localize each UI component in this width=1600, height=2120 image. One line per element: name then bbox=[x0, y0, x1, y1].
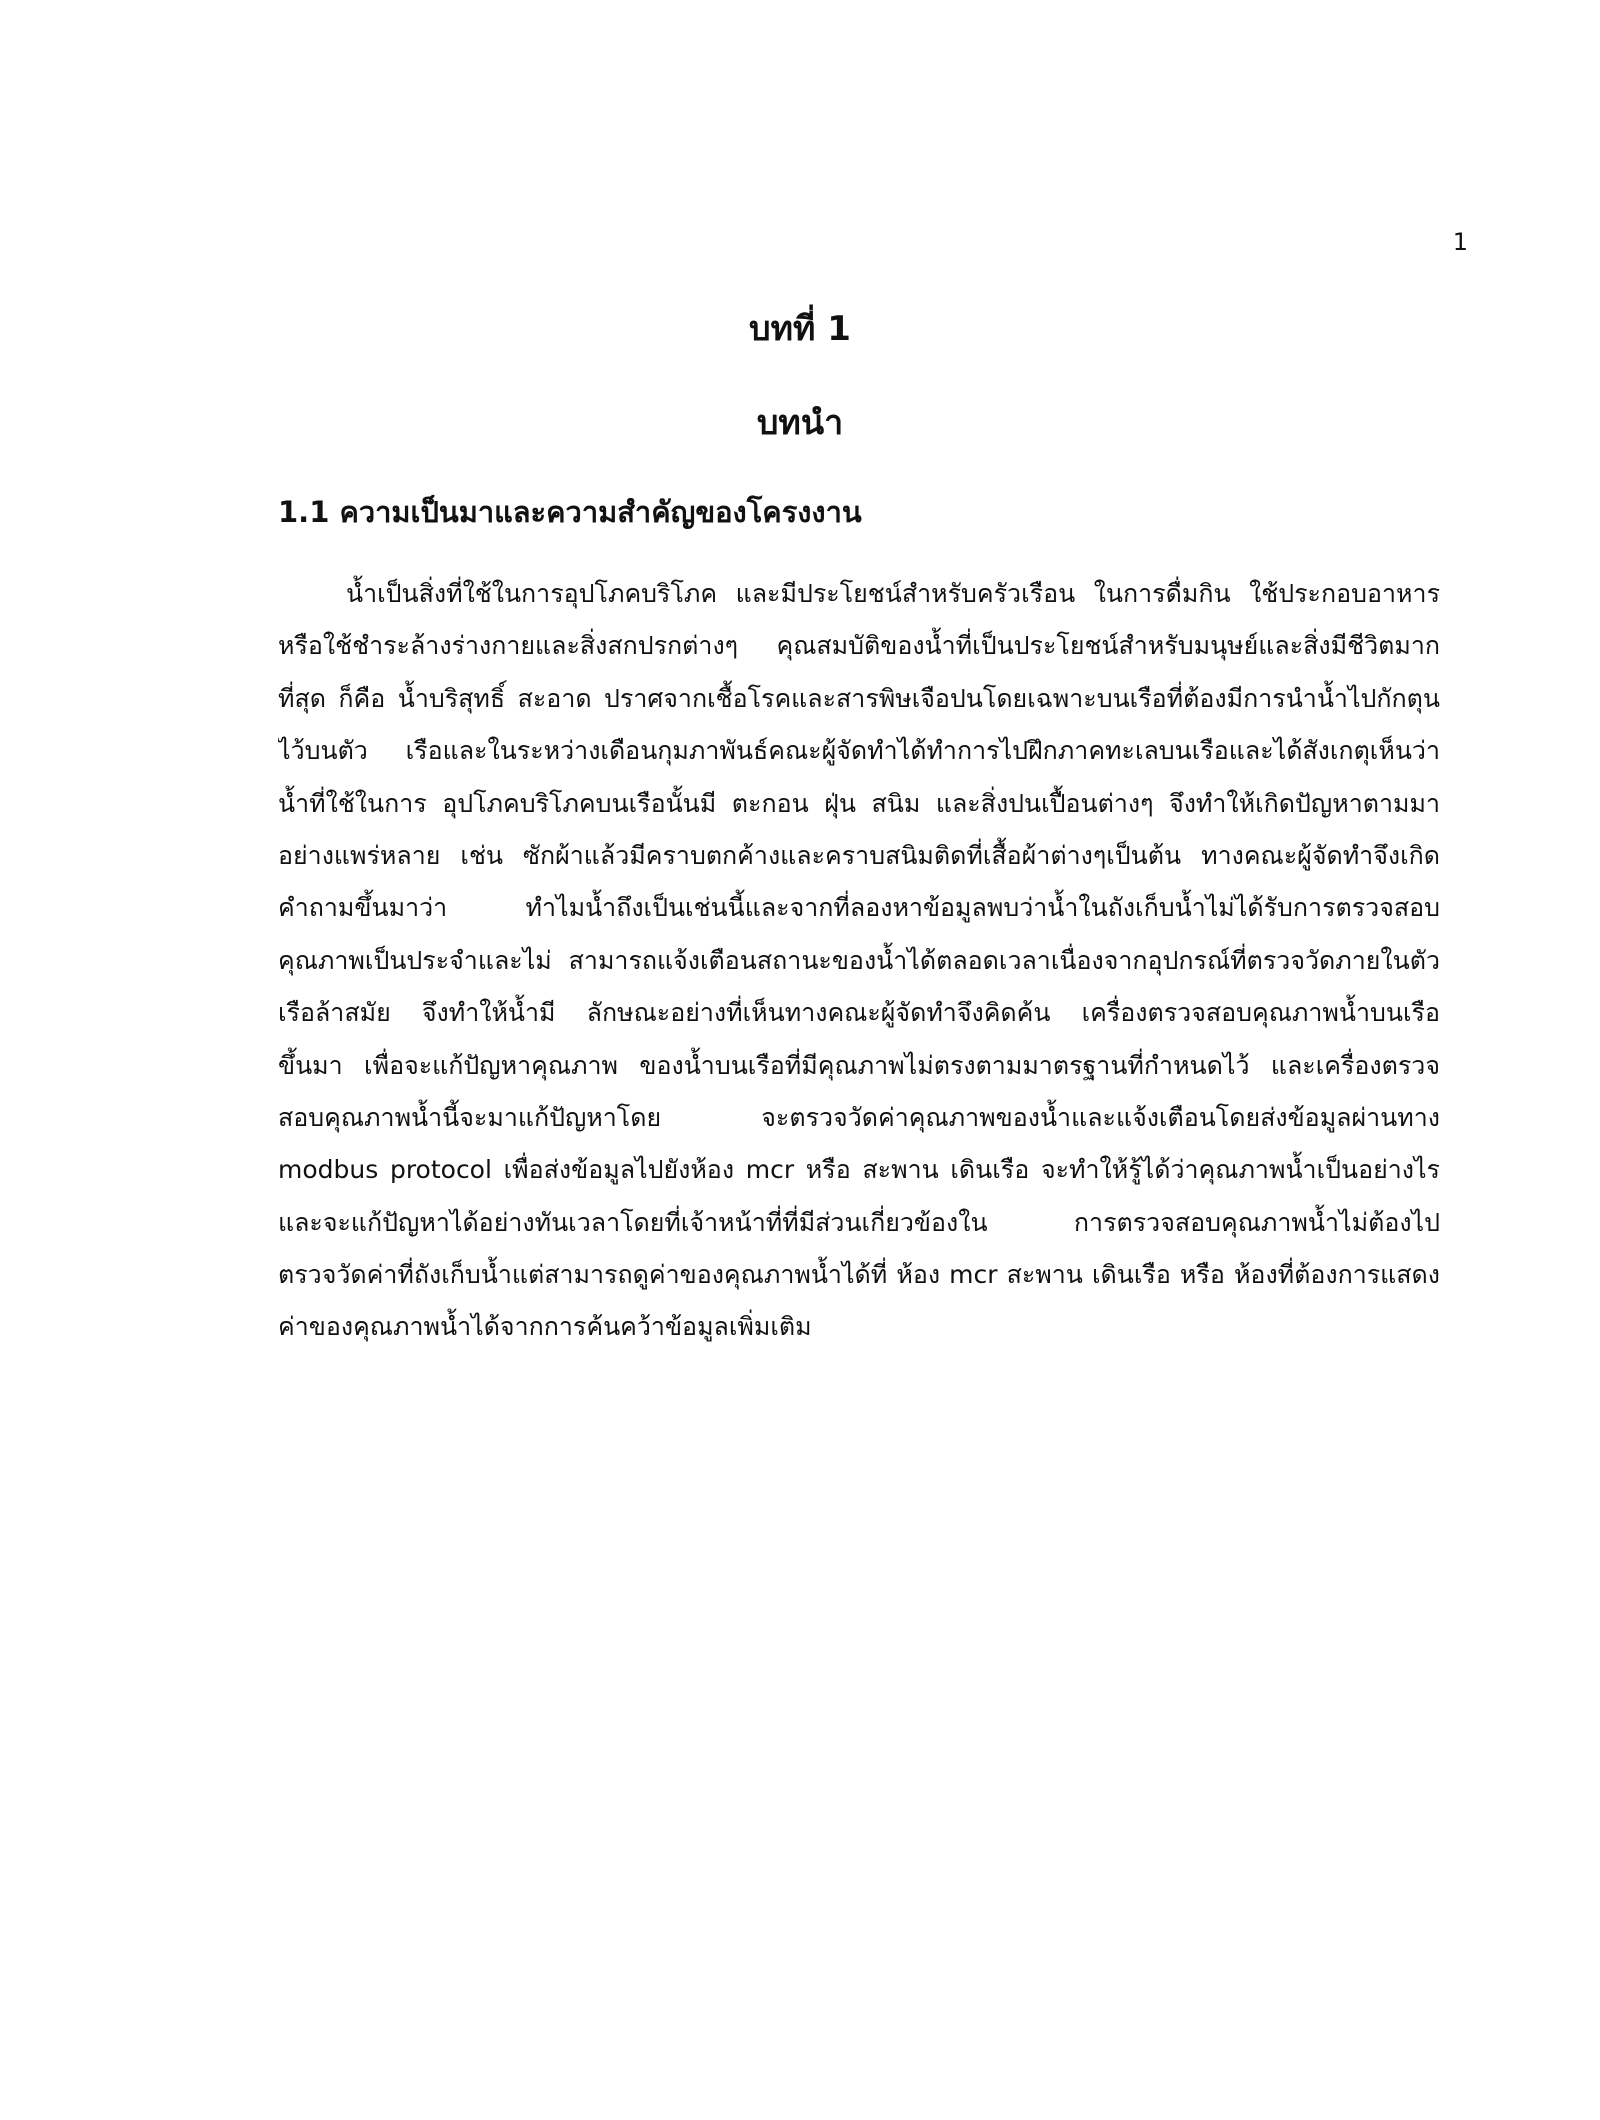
paragraph-line: ขึ้นมา เพื่อจะแก้ปัญหาคุณภาพ ของน้ำบนเรือที่มีคุณภาพไม่ตรงตามมาตรฐานที่กำหนดไว้ และเครื่องตรวจ bbox=[278, 1050, 1440, 1080]
chapter-title-heading: บทนำ bbox=[756, 403, 844, 443]
section-heading: 1.1 ความเป็นมาและความสำคัญของโครงงาน bbox=[278, 495, 862, 529]
paragraph-line: modbus protocol เพื่อส่งข้อมูลไปยังห้อง mcr หรือ สะพาน เดินเรือ จะทำให้รู้ได้ว่าคุณภาพน้ำเป็นอย่างไร bbox=[278, 1155, 1440, 1185]
paragraph-line: คุณภาพเป็นประจำและไม่ สามารถแจ้งเตือนสถานะของน้ำได้ตลอดเวลาเนื่องจากอุปกรณ์ที่ตรวจวัดภายในตัว bbox=[278, 945, 1440, 975]
paragraph-line: อย่างแพร่หลาย เช่น ซักผ้าแล้วมีคราบตกค้างและคราบสนิมติดที่เสื้อผ้าต่างๆเป็นต้น ทางคณะผู้จัดทำจึงเกิด bbox=[278, 840, 1440, 870]
paragraph-line: และจะแก้ปัญหาได้อย่างทันเวลาโดยที่เจ้าหน้าที่ที่มีส่วนเกี่ยวข้องใน การตรวจสอบคุณภาพน้ำไม่ต้องไป bbox=[278, 1207, 1440, 1237]
paragraph-line: น้ำที่ใช้ในการ อุปโภคบริโภคบนเรือนั้นมี ตะกอน ฝุ่น สนิม และสิ่งปนเปื้อนต่างๆ จึงทำให้เกิดปัญหาตามมา bbox=[278, 788, 1440, 818]
chapter-number-heading: บทที่ 1 bbox=[749, 309, 851, 349]
paragraph-line: ไว้บนตัว เรือและในระหว่างเดือนกุมภาพันธ์คณะผู้จัดทำได้ทำการไปฝึกภาคทะเลบนเรือและได้สังเกตุเห็นว่า bbox=[278, 736, 1440, 766]
paragraph-line: ตรวจวัดค่าที่ถังเก็บน้ำแต่สามารถดูค่าของคุณภาพน้ำได้ที่ ห้อง mcr สะพาน เดินเรือ หรือ ห้องที่ต้องการแสดง bbox=[278, 1260, 1440, 1290]
paragraph-line: ค่าของคุณภาพน้ำได้จากการค้นคว้าข้อมูลเพิ่มเติม bbox=[278, 1312, 812, 1342]
paragraph-line: สอบคุณภาพน้ำนี้จะมาแก้ปัญหาโดย จะตรวจวัดค่าคุณภาพของน้ำและแจ้งเตือนโดยส่งข้อมูลผ่านทาง bbox=[278, 1102, 1440, 1132]
paragraph-line: คำถามขึ้นมาว่า ทำไมน้ำถึงเป็นเช่นนี้และจากที่ลองหาข้อมูลพบว่าน้ำในถังเก็บน้ำไม่ได้รับการตรวจสอบ bbox=[278, 893, 1440, 923]
paragraph-line: ที่สุด ก็คือ น้ำบริสุทธิ์ สะอาด ปราศจากเชื้อโรคและสารพิษเจือปนโดยเฉพาะบนเรือที่ต้องมีการนำน้ำไปกักตุน bbox=[278, 683, 1440, 713]
paragraph-line: หรือใช้ชำระล้างร่างกายและสิ่งสกปรกต่างๆ คุณสมบัติของน้ำที่เป็นประโยชน์สำหรับมนุษย์และสิ่งมีชีวิตมาก bbox=[278, 631, 1440, 661]
paragraph-line: เรือล้าสมัย จึงทำให้น้ำมี ลักษณะอย่างที่เห็นทางคณะผู้จัดทำจึงคิดค้น เครื่องตรวจสอบคุณภาพน้ำบนเรือ bbox=[278, 998, 1440, 1028]
page-number: 1 bbox=[1452, 228, 1468, 256]
paragraph-line: น้ำเป็นสิ่งที่ใช้ในการอุปโภคบริโภค และมีประโยชน์สำหรับครัวเรือน ในการดื่มกิน ใช้ประกอบอาหาร bbox=[346, 579, 1440, 608]
body-paragraph bbox=[278, 568, 1440, 1354]
